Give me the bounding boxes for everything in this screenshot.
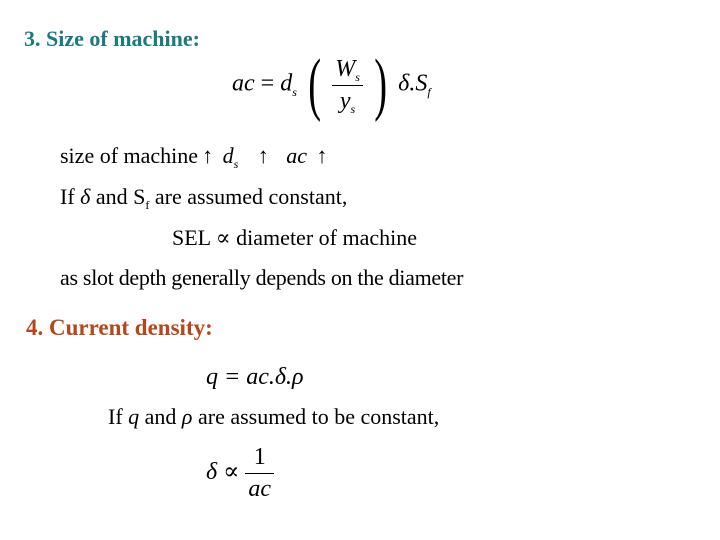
delta-proportional-equation	[206, 444, 274, 503]
line2-delta: δ	[80, 184, 91, 209]
frac-den: y	[339, 87, 351, 114]
eq-d-sub: s	[292, 84, 297, 99]
frac-den: ac	[248, 476, 272, 502]
assumption-line	[60, 184, 347, 210]
eq-equals: =	[260, 70, 275, 97]
constant-assumption-line	[108, 404, 439, 430]
line1-ac: ac	[286, 143, 307, 168]
fraction-bar	[332, 85, 363, 86]
line-rho: ρ	[181, 404, 193, 429]
up-arrow-icon: ↑	[316, 143, 328, 168]
size-of-machine-line	[60, 143, 332, 169]
up-arrow-icon: ↑	[202, 143, 214, 168]
slot-depth-line: as slot depth generally depends on the diameter	[60, 265, 464, 290]
line-rest: are assumed to be constant,	[197, 404, 440, 429]
section-4-heading: 4. Current density:	[26, 315, 213, 340]
frac-num-sub: s	[355, 69, 360, 84]
eq-tail: δ.S	[398, 70, 428, 97]
section-3-heading: 3. Size of machine:	[24, 26, 200, 51]
eq-tail-sub: f	[427, 84, 431, 99]
line-q: q	[128, 404, 140, 429]
line-and: and	[144, 404, 177, 429]
ws-over-ys-fraction	[332, 56, 363, 115]
frac-num: 1	[253, 444, 266, 470]
frac-num: W	[335, 55, 356, 82]
line2-if: If	[60, 184, 75, 209]
eq-delta: δ ∝	[206, 459, 240, 486]
ac-equation	[232, 46, 431, 123]
left-paren: (	[308, 46, 321, 123]
fraction-bar	[245, 473, 274, 474]
line2-rest: are assumed constant,	[154, 184, 348, 209]
right-paren: )	[374, 46, 387, 123]
line1-text: size of machine	[60, 143, 199, 168]
q-equation: q = ac.δ.ρ	[206, 364, 304, 390]
line1-d-sub: s	[233, 157, 239, 171]
line2-and: and S	[95, 184, 146, 209]
line2-and-sub: f	[145, 198, 150, 212]
line1-d: d	[222, 143, 234, 168]
up-arrow-icon: ↑	[257, 143, 269, 168]
one-over-ac-fraction	[245, 444, 274, 503]
sel-proportional-line: SEL ∝ diameter of machine	[172, 225, 417, 250]
eq-d: d	[280, 70, 293, 97]
eq-ac: ac	[232, 70, 255, 97]
line-if: If	[108, 404, 123, 429]
frac-den-sub: s	[350, 101, 356, 116]
